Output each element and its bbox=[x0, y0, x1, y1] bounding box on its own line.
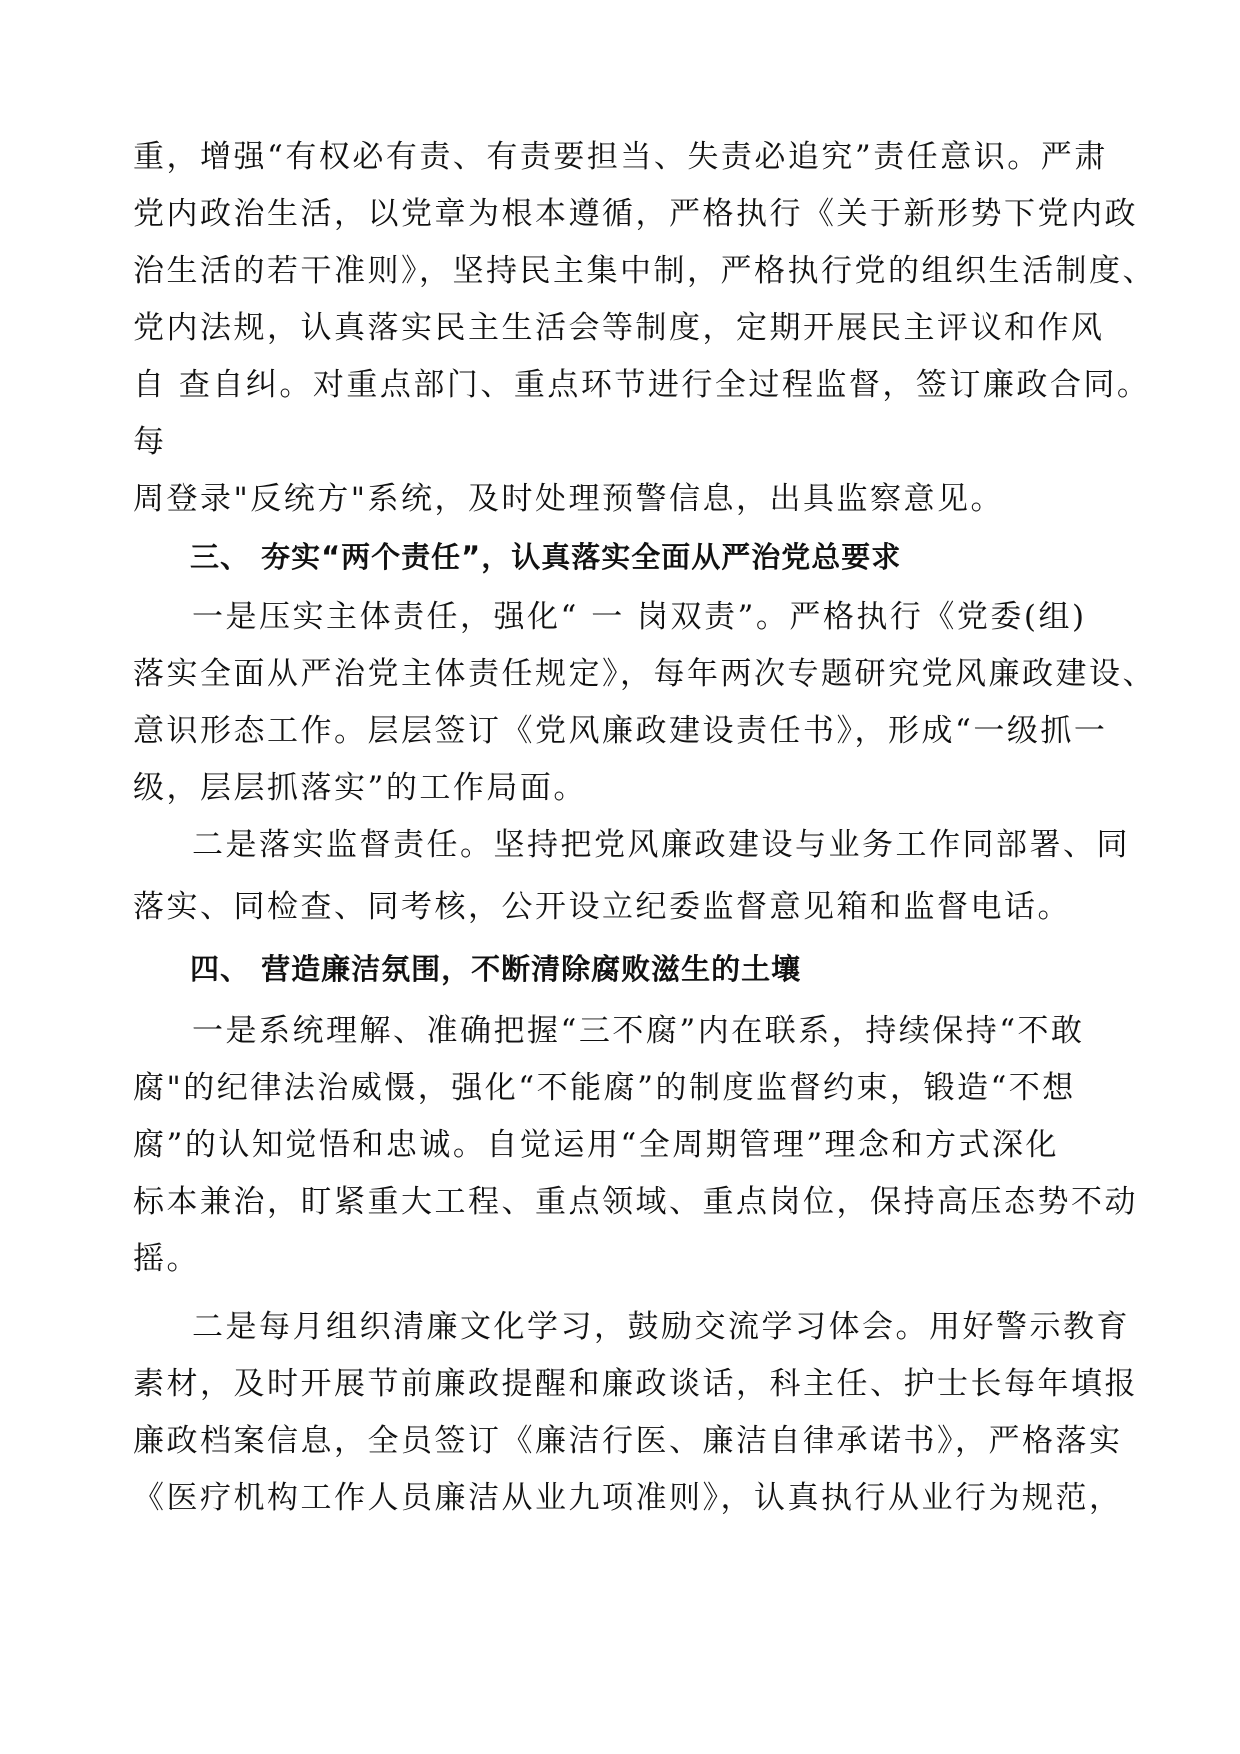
body-text-line: 重，增强“有权必有责、有责要担当、失责必追究”责任意识。严肃 bbox=[133, 139, 1108, 175]
section-heading-4: 四、 营造廉洁氛围，不断清除腐败滋生的土壤 bbox=[190, 952, 802, 986]
body-text-line: 素材，及时开展节前廉政提醒和廉政谈话，科主任、护士长每年填报 bbox=[133, 1366, 1138, 1402]
paragraph-start-line: 二是每月组织清廉文化学习，鼓励交流学习体会。用好警示教育 bbox=[192, 1309, 1130, 1345]
body-text-line: 腐”的认知觉悟和忠诚。自觉运用“全周期管理”理念和方式深化 bbox=[133, 1127, 1060, 1163]
body-text-line: 周登录"反统方"系统，及时处理预警信息，出具监察意见。 bbox=[133, 481, 1005, 517]
paragraph-start-line: 一是系统理解、准确把握“三不腐”内在联系，持续保持“不敢 bbox=[192, 1013, 1085, 1049]
paragraph-start-line: 一是压实主体责任，强化“ 一 岗双责”。严格执行《党委(组) bbox=[192, 599, 1087, 635]
body-text-line: 摇。 bbox=[133, 1241, 200, 1277]
body-text-line: 廉政档案信息，全员签订《廉洁行医、廉洁自律承诺书》，严格落实 bbox=[133, 1423, 1123, 1459]
body-text-line: 标本兼治，盯紧重大工程、重点领域、重点岗位，保持高压态势不动 bbox=[133, 1184, 1138, 1220]
body-text-line: 治生活的若干准则》，坚持民主集中制，严格执行党的组织生活制度、 bbox=[133, 253, 1156, 289]
body-text-line: 党内政治生活，以党章为根本遵循，严格执行《关于新形势下党内政 bbox=[133, 196, 1138, 232]
body-text-line: 腐"的纪律法治威慑，强化“不能腐”的制度监督约束，锻造“不想 bbox=[133, 1070, 1076, 1106]
body-text-line: 每 bbox=[133, 424, 167, 460]
body-text-line: 《医疗机构工作人员廉洁从业九项准则》，认真执行从业行为规范， bbox=[133, 1480, 1123, 1516]
body-text-line: 意识形态工作。层层签订《党风廉政建设责任书》，形成“一级抓一 bbox=[133, 713, 1108, 749]
paragraph-start-line: 二是落实监督责任。坚持把党风廉政建设与业务工作同部署、同 bbox=[192, 827, 1130, 863]
section-heading-3: 三、 夯实“两个责任”，认真落实全面从严治党总要求 bbox=[190, 540, 902, 574]
body-text-line: 自 查自纠。对重点部门、重点环节进行全过程监督，签订廉政合同。 bbox=[133, 367, 1151, 403]
body-text-line: 落实全面从严治党主体责任规定》，每年两次专题研究党风廉政建设、 bbox=[133, 656, 1156, 692]
body-text-line: 党内法规，认真落实民主生活会等制度，定期开展民主评议和作风 bbox=[133, 310, 1105, 346]
body-text-line: 级，层层抓落实”的工作局面。 bbox=[133, 770, 587, 806]
body-text-line: 落实、同检查、同考核，公开设立纪委监督意见箱和监督电话。 bbox=[133, 889, 1071, 925]
